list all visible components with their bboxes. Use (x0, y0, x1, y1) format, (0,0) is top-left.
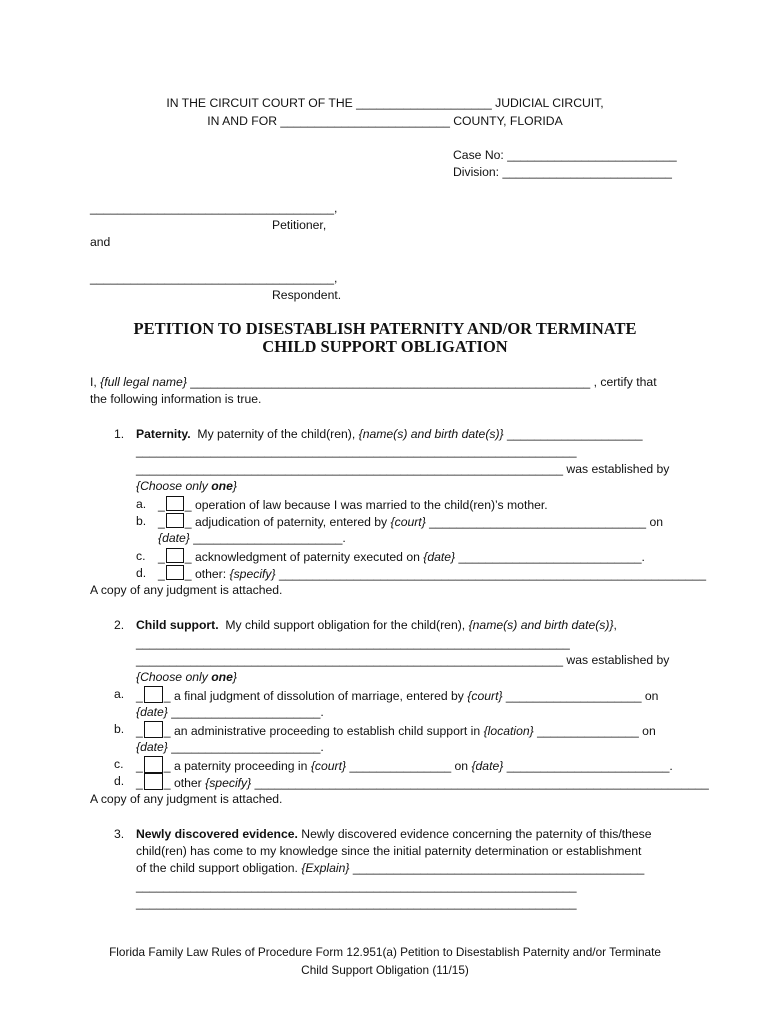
section2-option-b: _ _ an administrative proceeding to establish child support in {location} _______________ on (136, 721, 656, 739)
court-header-line2: IN AND FOR _________________________ COUNTY, FLORIDA (207, 114, 563, 128)
section2-letter-a: a. (114, 687, 125, 701)
division-field[interactable]: Division: _________________________ (453, 165, 672, 179)
section1-choose-one: {Choose only one} (136, 479, 237, 493)
section1-option-b: _ _ adjudication of paternity, entered by {court} ________________________________ on (158, 515, 664, 529)
section1-court-field[interactable]: ________________________________ on (425, 515, 664, 529)
intro-line1 (90, 374, 657, 390)
section2-letter-d: d. (114, 774, 125, 788)
section1-number: 1. (114, 427, 125, 441)
and-label: and (90, 235, 111, 249)
section1-specify-field[interactable]: _______________________________________________________________ (275, 567, 706, 581)
section3-line1: Newly discovered evidence. Newly discovered evidence concerning the paternity of this/these (136, 827, 652, 841)
section2-line3[interactable]: _______________________________________________________________ was established by (136, 653, 670, 667)
section3-explain-field[interactable]: ___________________________________________ (349, 861, 645, 875)
court-header-line1: IN THE CIRCUIT COURT OF THE ____________________ JUDICIAL CIRCUIT, (166, 96, 604, 110)
section2-number: 2. (114, 618, 125, 632)
section2-option-a: _ _ a final judgment of dissolution of marriage, entered by {court} ____________________ on (136, 686, 658, 704)
document-title-line1: PETITION TO DISESTABLISH PATERNITY AND/OR TERMINATE (133, 319, 637, 338)
section1-checkbox-b[interactable] (166, 513, 184, 528)
section2-copy-attached: A copy of any judgment is attached. (90, 792, 283, 806)
section2-option-a-date: {date} ______________________. (136, 705, 324, 719)
section1-line2[interactable]: _________________________________________________________________ (136, 444, 577, 458)
section1-copy-attached: A copy of any judgment is attached. (90, 583, 283, 597)
section2-checkbox-d[interactable] (144, 773, 163, 790)
section2-specify-field[interactable]: ___________________________________________________________________ (251, 776, 709, 790)
section2-location-field[interactable]: _______________ on (533, 724, 656, 738)
section1-checkbox-a[interactable] (166, 496, 184, 511)
section3-line5[interactable]: _________________________________________________________________ (136, 896, 577, 910)
section1-option-d: _ _ other: {specify} _______________________________________________________________ (158, 567, 706, 581)
section2-option-b-date: {date} ______________________. (136, 740, 324, 754)
section1-names-hint: {name(s) and birth date(s)} (358, 427, 504, 441)
footer-line1: Florida Family Law Rules of Procedure Form 12.951(a) Petition to Disestablish Paternity and/or Terminate (109, 945, 661, 959)
section3-line2: child(ren) has come to my knowledge since the initial paternity determination or establishment (136, 844, 642, 858)
section1-c-date-field[interactable]: ___________________________. (455, 550, 645, 564)
section1-option-b-date: {date} ______________________. (158, 531, 346, 545)
full-legal-name-hint: {full legal name} (100, 375, 187, 389)
document-title-line2: CHILD SUPPORT OBLIGATION (262, 337, 508, 356)
section1-option-c: _ _ acknowledgment of paternity executed on {date} ___________________________. (158, 550, 645, 564)
section1-letter-d: d. (136, 566, 147, 580)
respondent-label: Respondent. (272, 288, 342, 302)
section1-names-field[interactable]: ____________________ (503, 427, 643, 441)
petitioner-label: Petitioner, (272, 218, 327, 232)
section2-checkbox-b[interactable] (144, 721, 163, 738)
section2-c-date-field[interactable]: ________________________. (503, 759, 673, 773)
section2-option-d: _ _ other {specify} ___________________________________________________________________ (136, 773, 709, 791)
section3-heading: Newly discovered evidence. (136, 827, 298, 841)
section2-b-date-field[interactable]: ______________________. (167, 740, 324, 754)
section1-checkbox-c[interactable] (166, 548, 184, 563)
section2-choose-one: {Choose only one} (136, 670, 237, 684)
section1-letter-c: c. (136, 549, 146, 563)
section2-names-hint: {name(s) and birth date(s)} (468, 618, 614, 632)
section1-heading: Paternity. (136, 427, 191, 441)
section1-letter-a: a. (136, 497, 147, 511)
section1-letter-b: b. (136, 514, 147, 528)
petitioner-line[interactable]: ____________________________________, (90, 201, 338, 215)
section2-checkbox-c[interactable] (144, 756, 163, 773)
section2-letter-b: b. (114, 722, 125, 736)
section1-option-a: _ _ operation of law because I was married to the child(ren)’s mother. (158, 498, 548, 512)
section2-checkbox-a[interactable] (144, 686, 163, 703)
footer-line2: Child Support Obligation (11/15) (301, 963, 469, 977)
respondent-line[interactable]: ____________________________________, (90, 271, 338, 285)
case-number-field[interactable]: Case No: _________________________ (453, 148, 677, 162)
section3-line4[interactable]: _________________________________________________________________ (136, 879, 577, 893)
section1-checkbox-d[interactable] (166, 565, 184, 580)
section3-line3: of the child support obligation. {Explain} ___________________________________________ (136, 861, 645, 875)
intro-prefix: I, (90, 375, 101, 389)
section1-line3[interactable]: _______________________________________________________________ was established by (136, 462, 670, 476)
full-legal-name-field[interactable]: ___________________________________________________________ , certify that (186, 375, 657, 389)
section2-letter-c: c. (114, 757, 124, 771)
section2-line1: Child support. My child support obligation for the child(ren), {name(s) and birth date(s)}, (136, 618, 617, 632)
section2-a-date-field[interactable]: ______________________. (167, 705, 324, 719)
section2-c-court-field[interactable]: _______________ on (346, 759, 472, 773)
section2-heading: Child support. (136, 618, 219, 632)
intro-line2: the following information is true. (90, 392, 262, 406)
section2-court-field[interactable]: ____________________ on (502, 689, 659, 703)
section1-line1: Paternity. My paternity of the child(ren), {name(s) and birth date(s)} ____________________ (136, 427, 643, 441)
section3-number: 3. (114, 827, 125, 841)
section2-line2[interactable]: ________________________________________________________________ (136, 636, 570, 650)
section2-option-c: _ _ a paternity proceeding in {court} _______________ on {date} ________________________. (136, 756, 673, 774)
section1-b-date-field[interactable]: ______________________. (189, 531, 346, 545)
